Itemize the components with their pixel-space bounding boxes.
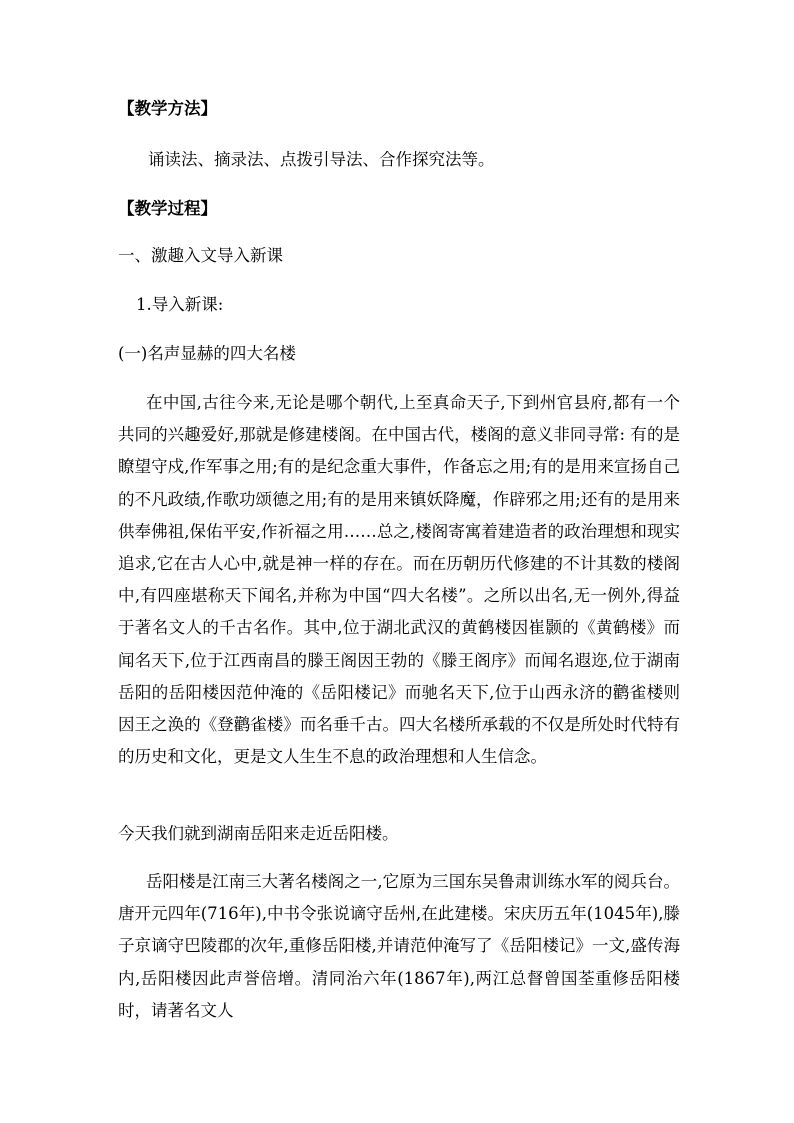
section-heading-teaching-process: 【教学过程】 (118, 199, 217, 218)
paragraph-four-famous-towers: 在中国,古往今来,无论是哪个朝代,上至真命天子,下到州官县府,都有一个共同的兴趣爱好,那就是修建楼阁。在中国古代，楼阁的意义非同寻常: 有的是瞭望守戍,作军事之用;有的是纪念重大事件，作备忘之用;有的是用来宣扬自己的不凡政绩,作歌功颂德之用;有的是用来镇妖降魔，作辟邪之用;还有的是用来供奉佛祖,保佑平安,作祈福之用……总之,楼阁寄寓着建造者的政治理想和现实追求,它在古人心中,就是神一样的存在。而在历朝历代修建的不计其数的楼阁中,有四座堪称天下闻名,并称为中国“四大名楼”。之所以出名,无一例外,得益于著名文人的千古名作。其中,位于湖北武汉的黄鹤楼因崔颢的《黄鹤楼》而闻名天下,位于江西南昌的滕王阁因王勃的《滕王阁序》而闻名遐迩,位于湖南岳阳的岳阳楼因范仲淹的《岳阳楼记》而驰名天下,位于山西永济的鹳雀楼则因王之涣的《登鹳雀楼》而名垂千古。四大名楼所承载的不仅是所处时代特有的历史和文化，更是文人生生不息的政治理想和人生信念。 (118, 393, 680, 767)
paragraph-today-intro: 今天我们就到湖南岳阳来走近岳阳楼。 (118, 824, 399, 843)
subsection-heading: (一)名声显赫的四大名楼 (118, 344, 296, 363)
section-heading-teaching-method: 【教学方法】 (118, 99, 217, 118)
paragraph-yueyang-tower: 岳阳楼是江南三大著名楼阁之一,它原为三国东吴鲁肃训练水军的阅兵台。唐开元四年(716年),中书令张说谪守岳州,在此建楼。宋庆历五年(1045年),滕子京谪守巴陵郡的次年,重修岳阳楼,并请范仲淹写了《岳阳楼记》一文,盛传海内,岳阳楼因此声誉倍增。清同治六年(1867年),两江总督曾国荃重修岳阳楼时，请著名文人 (118, 872, 680, 1020)
part-heading: 一、激趣入文导入新课 (118, 246, 283, 265)
teaching-method-text: 诵读法、摘录法、点拨引导法、合作探究法等。 (148, 150, 495, 169)
step-heading: 1.导入新课: (136, 295, 224, 314)
